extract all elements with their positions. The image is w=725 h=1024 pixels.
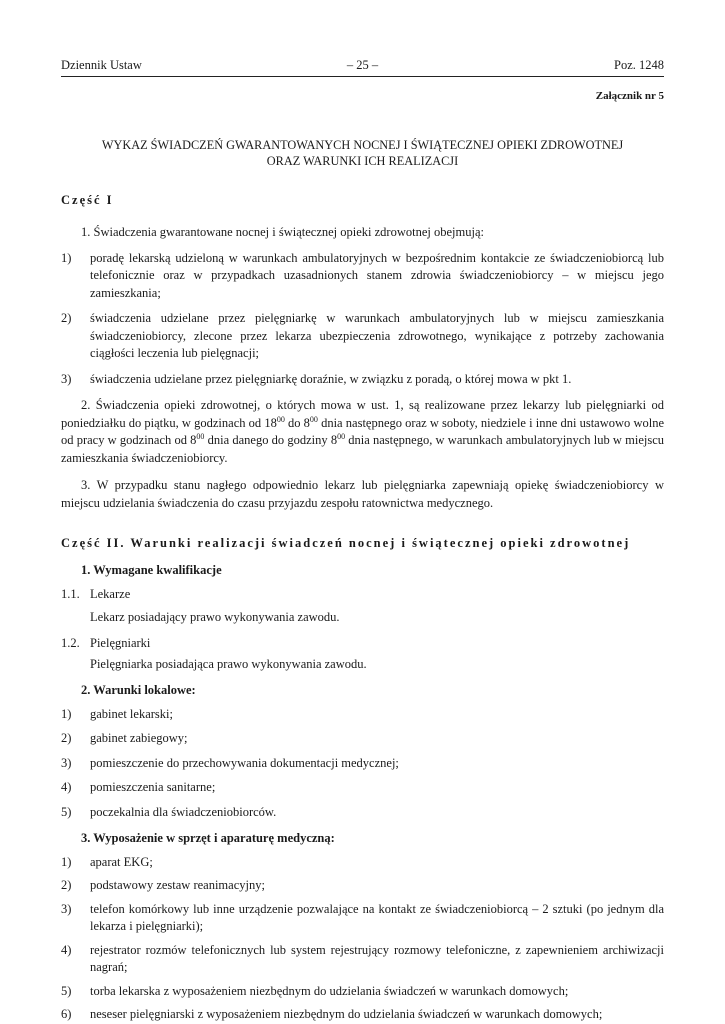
section-premises-title: 2. Warunki lokalowe: [81,683,196,697]
item-number: 3) [61,755,72,770]
item-text: poradę lekarską udzieloną w warunkach ambulatoryjnych w bezpośrednim kontakcie ze świadczeniobiorcą lub telefonicznie oraz w przypadkach uzasadnionych stanem zdrowia świadczeniobiorcy – w miejscu jego zamieszkania; [90,250,664,300]
item-text: pomieszczenia sanitarne; [90,780,216,794]
qualification-description: Lekarz posiadający prawo wykonywania zawodu. [90,609,340,624]
item-number: 3) [61,371,72,386]
header-rule [61,76,664,77]
list-item [61,1006,664,1024]
part-1-heading: Część I [61,192,114,207]
part-2-heading: Część II. Warunki realizacji świadczeń nocnej i świątecznej opieki zdrowotnej [61,536,631,550]
item-text: gabinet zabiegowy; [90,731,188,745]
item-text: neseser pielęgniarski z wyposażeniem niezbędnym do udzielania świadczeń w warunkach domowych; [90,1007,603,1021]
item-number: 2) [61,878,72,892]
item-number: 1) [61,706,72,721]
journal-name: Dziennik Ustaw [61,58,142,72]
list-item [61,635,664,653]
list-item [61,804,664,822]
position-number: Poz. 1248 [614,58,664,72]
item-number: 5) [61,804,72,819]
item-number: 5) [61,983,72,998]
item-text: rejestrator rozmów telefonicznych lub system rejestrujący rozmowy telefoniczne, z zapewnieniem archiwizacji nagrań; [90,942,664,974]
list-item [61,371,664,389]
list-item [61,877,664,895]
item-text: gabinet lekarski; [90,706,173,721]
item-number: 6) [61,1007,72,1021]
page-number: – 25 – [346,58,379,72]
part-1-paragraph-2: 2. Świadczenia opieki zdrowotnej, o których mowa w ust. 1, są realizowane przez lekarzy lub pielęgniarki od poniedziałku do piątku, w godzinach od $18^{00}$ do $8^{00}$ dnia następnego oraz w soboty, niedziele i inne dni ustawowo wolne od pracy w godzinach od $8^{00}$ dnia danego do godziny $8^{00}$ dnia następnego, w warunkach ambulatoryjnych lub w miejscu zamieszkania świadczeniobiorcy. [61,398,665,465]
list-item [61,730,664,748]
item-number: 1) [61,854,72,869]
list-item [61,706,664,724]
part-1-paragraph-3: 3. W przypadku stanu nagłego odpowiednio lekarz lub pielęgniarka zapewniają opiekę świadczeniobiorcy w miejscu udzielania świadczenia do czasu przyjazdu zespołu ratownictwa medycznego. [61,478,664,510]
item-number: 2) [61,311,72,325]
list-item [61,779,664,797]
item-number: 1.1. [61,587,80,601]
item-text: Pielęgniarki [90,636,151,650]
list-item [61,250,664,303]
item-number: 1) [61,250,72,265]
list-item [61,901,664,936]
list-item [61,586,664,604]
item-text: pomieszczenie do przechowywania dokumentacji medycznej; [90,755,399,770]
item-number: 4) [61,780,72,794]
item-text: torba lekarska z wyposażeniem niezbędnym do udzielania świadczeń w warunkach domowych; [90,983,569,998]
title-line-2: ORAZ WARUNKI ICH REALIZACJI [266,154,459,168]
item-number: 4) [61,942,72,957]
item-text: aparat EKG; [90,854,153,869]
item-text: poczekalnia dla świadczeniobiorców. [90,804,277,819]
list-item [61,310,664,363]
part-1-paragraph-1: 1. Świadczenia gwarantowane nocnej i świątecznej opieki zdrowotnej obejmują: [81,225,484,239]
item-text: telefon komórkowy lub inne urządzenie pozwalające na kontakt ze świadczeniobiorcą – 2 sztuki (po jednym dla lekarza i pielęgniarki); [90,901,664,933]
document-body [61,88,664,1024]
section-equipment-title: 3. Wyposażenie w sprzęt i aparaturę medyczną: [81,831,335,845]
item-text: podstawowy zestaw reanimacyjny; [90,878,265,892]
section-qualifications-title: 1. Wymagane kwalifikacje [81,562,222,577]
qualification-description: Pielęgniarka posiadająca prawo wykonywania zawodu. [90,656,367,671]
document-title [61,137,664,170]
list-item [61,942,664,977]
annex-label: Załącznik nr 5 [595,90,664,102]
list-item [61,755,664,773]
title-line-1: WYKAZ ŚWIADCZEŃ GWARANTOWANYCH NOCNEJ I ŚWIĄTECZNEJ OPIEKI ZDROWOTNEJ [101,137,624,152]
item-text: Lekarze [90,587,131,601]
running-header [61,57,664,73]
item-number: 3) [61,901,72,916]
item-number: 1.2. [61,636,80,650]
item-text: świadczenia udzielane przez pielęgniarkę doraźnie, w związku z poradą, o której mowa w pkt 1. [90,371,572,386]
list-item [61,854,664,872]
list-item [61,983,664,1001]
item-number: 2) [61,731,72,745]
item-text: świadczenia udzielane przez pielęgniarkę w warunkach ambulatoryjnych lub w miejscu zamieszkania świadczeniobiorcy, zlecone przez lekarza ubezpieczenia zdrowotnego, wynikające z potrzeby zachowania ciągłości leczenia lub pielęgnacji; [90,311,664,360]
